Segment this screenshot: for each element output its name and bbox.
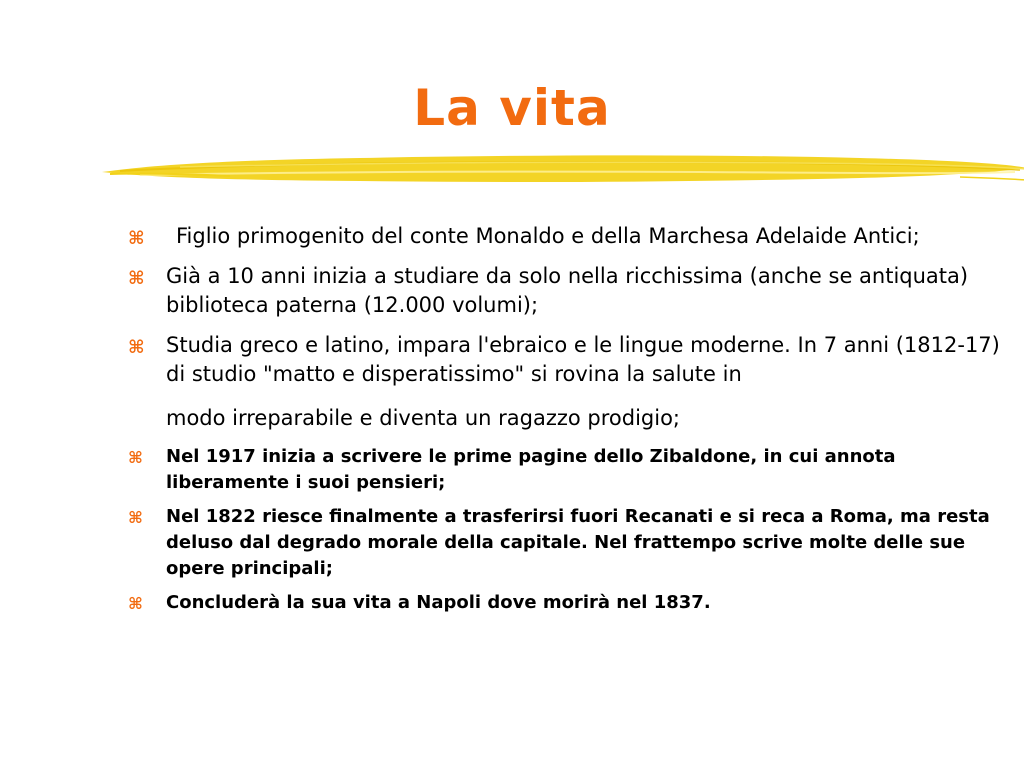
bullet-text: Studia greco e latino, impara l'ebraico e le lingue moderne. In 7 anni (1812-17) di studio "matto e disperatissimo" si rovina la salute in (166, 333, 1000, 386)
bullet-text: Figlio primogenito del conte Monaldo e della Marchesa Adelaide Antici; (176, 224, 920, 248)
command-key-icon: ⌘ (128, 448, 143, 467)
title-underline-brush (100, 150, 1024, 190)
list-item (128, 590, 1008, 616)
bullet-text: Già a 10 anni inizia a studiare da solo nella ricchissima (anche se antiquata) biblioteca paterna (12.000 volumi); (166, 264, 969, 317)
command-key-icon: ⌘ (128, 508, 143, 527)
command-key-icon: ⌘ (128, 337, 145, 358)
bullet-text: Concluderà la sua vita a Napoli dove morirà nel 1837. (166, 592, 711, 613)
bullet-list (128, 222, 1008, 624)
command-key-icon: ⌘ (128, 594, 143, 613)
bullet-text: Nel 1822 riesce finalmente a trasferirsi fuori Recanati e si reca a Roma, ma resta deluso dal degrado morale della capitale. Nel frattempo scrive molte delle sue opere principali; (166, 506, 990, 579)
bullet-text: Nel 1917 inizia a scrivere le prime pagine dello Zibaldone, in cui annota liberamente i suoi pensieri; (166, 446, 896, 493)
list-item (128, 331, 1008, 433)
slide-title: La vita (413, 79, 611, 137)
list-item (128, 504, 1008, 582)
command-key-icon: ⌘ (128, 228, 145, 249)
list-item (128, 222, 1008, 251)
list-item (128, 444, 1008, 496)
bullet-text-continued: modo irreparabile e diventa un ragazzo prodigio; (166, 406, 681, 430)
list-item (128, 262, 1008, 320)
command-key-icon: ⌘ (128, 268, 145, 289)
